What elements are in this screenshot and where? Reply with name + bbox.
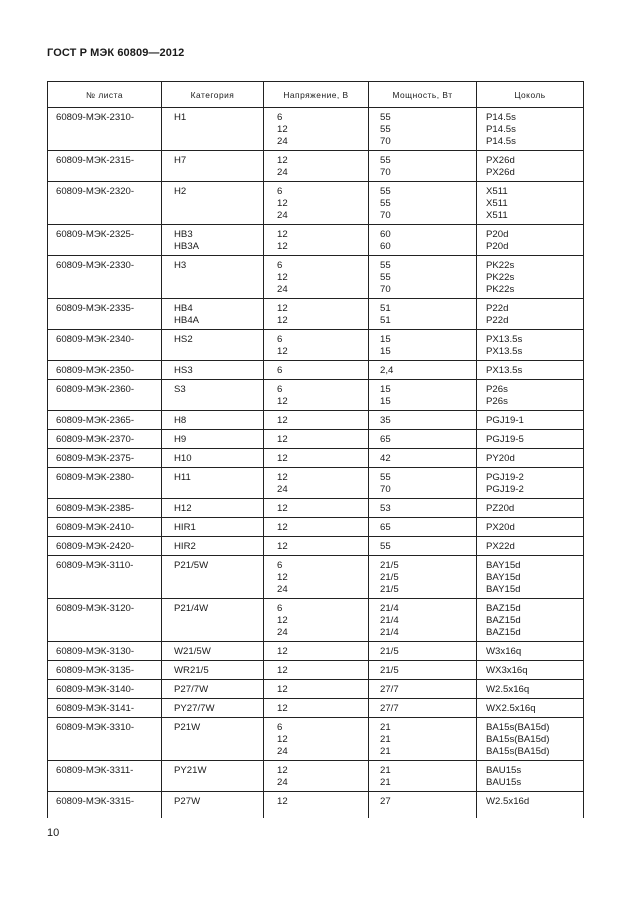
table-row xyxy=(48,225,584,256)
category-cell: P21W xyxy=(162,718,264,761)
column-header-power: Мощность, Вт xyxy=(369,82,477,108)
base-cell: PX22d xyxy=(477,537,584,556)
power-cell: 65 xyxy=(369,518,477,537)
power-cell: 55 55 70 xyxy=(369,108,477,151)
sheet-number-cell: 60809-МЭК-2375- xyxy=(48,449,162,468)
sheet-number-cell: 60809-МЭК-2365- xyxy=(48,411,162,430)
table-row xyxy=(48,680,584,699)
power-cell: 55 70 xyxy=(369,151,477,182)
base-cell: PGJ19-5 xyxy=(477,430,584,449)
table-row xyxy=(48,330,584,361)
sheet-number-cell: 60809-МЭК-2315- xyxy=(48,151,162,182)
table-header-row xyxy=(48,82,584,108)
voltage-cell: 12 xyxy=(264,792,369,819)
category-cell: W21/5W xyxy=(162,642,264,661)
power-cell: 2,4 xyxy=(369,361,477,380)
sheet-number-cell: 60809-МЭК-3141- xyxy=(48,699,162,718)
column-header-category: Категория xyxy=(162,82,264,108)
voltage-cell: 12 xyxy=(264,537,369,556)
voltage-cell: 6 12 24 xyxy=(264,556,369,599)
table-row xyxy=(48,599,584,642)
category-cell: HS3 xyxy=(162,361,264,380)
base-cell: BAU15s BAU15s xyxy=(477,761,584,792)
power-cell: 21 21 xyxy=(369,761,477,792)
voltage-cell: 12 xyxy=(264,411,369,430)
sheet-number-cell: 60809-МЭК-2360- xyxy=(48,380,162,411)
table-row xyxy=(48,108,584,151)
table-row xyxy=(48,556,584,599)
category-cell: H2 xyxy=(162,182,264,225)
page-number: 10 xyxy=(47,827,60,839)
power-cell: 27/7 xyxy=(369,699,477,718)
table-row xyxy=(48,380,584,411)
base-cell: PX20d xyxy=(477,518,584,537)
category-cell: HB4 HB4A xyxy=(162,299,264,330)
category-cell: H7 xyxy=(162,151,264,182)
category-cell: H10 xyxy=(162,449,264,468)
sheet-number-cell: 60809-МЭК-2385- xyxy=(48,499,162,518)
base-cell: PX13.5s PX13.5s xyxy=(477,330,584,361)
category-cell: H12 xyxy=(162,499,264,518)
column-header-base: Цоколь xyxy=(477,82,584,108)
document-header: ГОСТ Р МЭК 60809—2012 xyxy=(47,47,185,59)
base-cell: PGJ19-1 xyxy=(477,411,584,430)
sheet-number-cell: 60809-МЭК-2310- xyxy=(48,108,162,151)
power-cell: 21/4 21/4 21/4 xyxy=(369,599,477,642)
column-header-sheet-number: № листа xyxy=(48,82,162,108)
table-row xyxy=(48,468,584,499)
voltage-cell: 6 12 24 xyxy=(264,599,369,642)
base-cell: BAZ15d BAZ15d BAZ15d xyxy=(477,599,584,642)
power-cell: 53 xyxy=(369,499,477,518)
table-body xyxy=(48,108,584,819)
power-cell: 65 xyxy=(369,430,477,449)
table-row xyxy=(48,661,584,680)
voltage-cell: 12 24 xyxy=(264,468,369,499)
base-cell: P22d P22d xyxy=(477,299,584,330)
table-row xyxy=(48,499,584,518)
category-cell: H3 xyxy=(162,256,264,299)
sheet-number-cell: 60809-МЭК-3130- xyxy=(48,642,162,661)
table-row xyxy=(48,182,584,225)
sheet-number-cell: 60809-МЭК-3315- xyxy=(48,792,162,819)
power-cell: 55 55 70 xyxy=(369,256,477,299)
table-row xyxy=(48,151,584,182)
category-cell: HIR2 xyxy=(162,537,264,556)
sheet-number-cell: 60809-МЭК-2325- xyxy=(48,225,162,256)
table-row xyxy=(48,642,584,661)
table-row xyxy=(48,299,584,330)
sheet-number-cell: 60809-МЭК-2350- xyxy=(48,361,162,380)
category-cell: HS2 xyxy=(162,330,264,361)
base-cell: BAY15d BAY15d BAY15d xyxy=(477,556,584,599)
voltage-cell: 12 xyxy=(264,518,369,537)
category-cell: H11 xyxy=(162,468,264,499)
power-cell: 27/7 xyxy=(369,680,477,699)
voltage-cell: 6 12 24 xyxy=(264,182,369,225)
category-cell: PY21W xyxy=(162,761,264,792)
voltage-cell: 6 12 24 xyxy=(264,108,369,151)
table-row xyxy=(48,449,584,468)
base-cell: WX3x16q xyxy=(477,661,584,680)
category-cell: H8 xyxy=(162,411,264,430)
voltage-cell: 12 xyxy=(264,661,369,680)
voltage-cell: 12 xyxy=(264,642,369,661)
sheet-number-cell: 60809-МЭК-3140- xyxy=(48,680,162,699)
table-row xyxy=(48,718,584,761)
power-cell: 15 15 xyxy=(369,330,477,361)
voltage-cell: 12 xyxy=(264,680,369,699)
sheet-number-cell: 60809-МЭК-2320- xyxy=(48,182,162,225)
base-cell: P20d P20d xyxy=(477,225,584,256)
sheet-number-cell: 60809-МЭК-3311- xyxy=(48,761,162,792)
base-cell: PY20d xyxy=(477,449,584,468)
base-cell: PX13.5s xyxy=(477,361,584,380)
voltage-cell: 6 xyxy=(264,361,369,380)
base-cell: W2.5x16q xyxy=(477,680,584,699)
table-row xyxy=(48,256,584,299)
sheet-number-cell: 60809-МЭК-2340- xyxy=(48,330,162,361)
sheet-number-cell: 60809-МЭК-2335- xyxy=(48,299,162,330)
category-cell: H9 xyxy=(162,430,264,449)
category-cell: HIR1 xyxy=(162,518,264,537)
table-row xyxy=(48,361,584,380)
voltage-cell: 12 24 xyxy=(264,761,369,792)
power-cell: 35 xyxy=(369,411,477,430)
base-cell: PK22s PK22s PK22s xyxy=(477,256,584,299)
category-cell: P27W xyxy=(162,792,264,819)
voltage-cell: 6 12 24 xyxy=(264,718,369,761)
column-header-voltage: Напряжение, В xyxy=(264,82,369,108)
power-cell: 21 21 21 xyxy=(369,718,477,761)
category-cell: WR21/5 xyxy=(162,661,264,680)
power-cell: 21/5 21/5 21/5 xyxy=(369,556,477,599)
table-row xyxy=(48,699,584,718)
category-cell: HB3 HB3A xyxy=(162,225,264,256)
sheet-number-cell: 60809-МЭК-2380- xyxy=(48,468,162,499)
sheet-number-cell: 60809-МЭК-2420- xyxy=(48,537,162,556)
power-cell: 21/5 xyxy=(369,642,477,661)
power-cell: 51 51 xyxy=(369,299,477,330)
base-cell: PGJ19-2 PGJ19-2 xyxy=(477,468,584,499)
voltage-cell: 12 xyxy=(264,449,369,468)
category-cell: P21/5W xyxy=(162,556,264,599)
power-cell: 21/5 xyxy=(369,661,477,680)
base-cell: W3x16q xyxy=(477,642,584,661)
sheet-number-cell: 60809-МЭК-3310- xyxy=(48,718,162,761)
voltage-cell: 12 xyxy=(264,499,369,518)
sheet-number-cell: 60809-МЭК-3120- xyxy=(48,599,162,642)
voltage-cell: 12 12 xyxy=(264,225,369,256)
base-cell: PX26d PX26d xyxy=(477,151,584,182)
category-cell: H1 xyxy=(162,108,264,151)
sheet-number-cell: 60809-МЭК-2370- xyxy=(48,430,162,449)
voltage-cell: 6 12 xyxy=(264,380,369,411)
base-cell: W2.5x16d xyxy=(477,792,584,819)
category-cell: S3 xyxy=(162,380,264,411)
table-row xyxy=(48,792,584,819)
base-cell: P14.5s P14.5s P14.5s xyxy=(477,108,584,151)
power-cell: 15 15 xyxy=(369,380,477,411)
table-row xyxy=(48,430,584,449)
voltage-cell: 12 xyxy=(264,699,369,718)
category-cell: PY27/7W xyxy=(162,699,264,718)
power-cell: 60 60 xyxy=(369,225,477,256)
sheet-number-cell: 60809-МЭК-2410- xyxy=(48,518,162,537)
voltage-cell: 12 24 xyxy=(264,151,369,182)
voltage-cell: 6 12 xyxy=(264,330,369,361)
category-cell: P27/7W xyxy=(162,680,264,699)
power-cell: 27 xyxy=(369,792,477,819)
lamp-specification-table xyxy=(47,81,584,818)
voltage-cell: 12 12 xyxy=(264,299,369,330)
power-cell: 55 xyxy=(369,537,477,556)
base-cell: P26s P26s xyxy=(477,380,584,411)
table-row xyxy=(48,761,584,792)
table-row xyxy=(48,537,584,556)
table-row xyxy=(48,518,584,537)
sheet-number-cell: 60809-МЭК-3110- xyxy=(48,556,162,599)
base-cell: X511 X511 X511 xyxy=(477,182,584,225)
power-cell: 55 55 70 xyxy=(369,182,477,225)
table-row xyxy=(48,411,584,430)
power-cell: 55 70 xyxy=(369,468,477,499)
base-cell: PZ20d xyxy=(477,499,584,518)
sheet-number-cell: 60809-МЭК-2330- xyxy=(48,256,162,299)
voltage-cell: 6 12 24 xyxy=(264,256,369,299)
power-cell: 42 xyxy=(369,449,477,468)
base-cell: WX2.5x16q xyxy=(477,699,584,718)
voltage-cell: 12 xyxy=(264,430,369,449)
sheet-number-cell: 60809-МЭК-3135- xyxy=(48,661,162,680)
category-cell: P21/4W xyxy=(162,599,264,642)
base-cell: BA15s(BA15d) BA15s(BA15d) BA15s(BA15d) xyxy=(477,718,584,761)
